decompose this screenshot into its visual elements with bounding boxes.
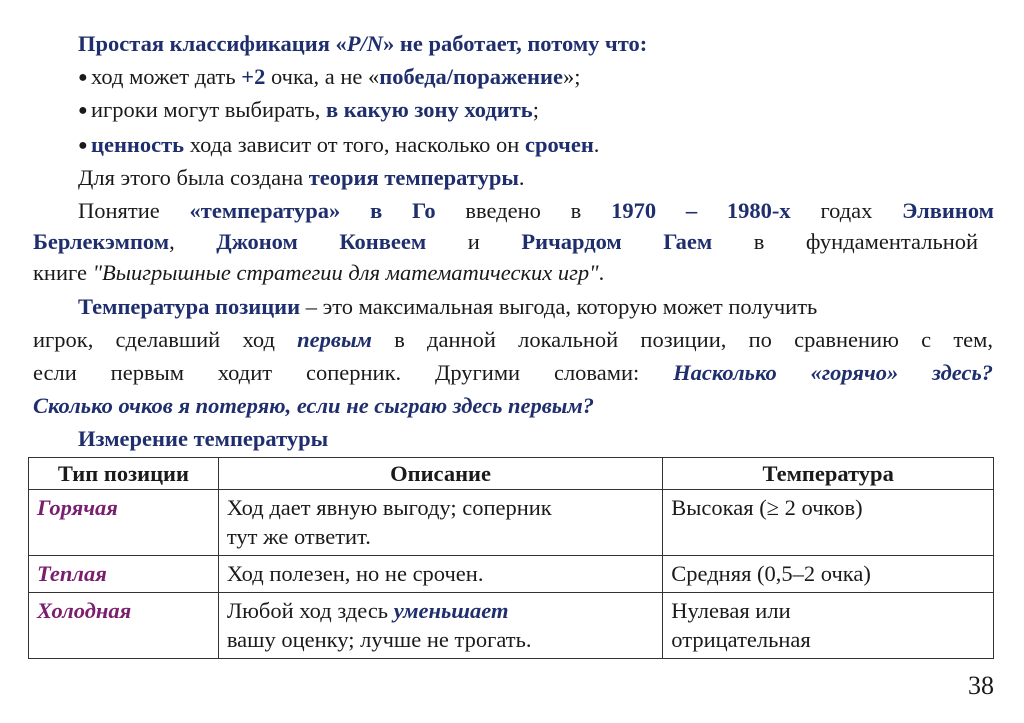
concept-2-text-c: в фундаментальной xyxy=(753,229,979,254)
definition-3-text: если первым ходит соперник. Другими словами: xyxy=(33,360,674,385)
bullet-1-bold-a: +2 xyxy=(241,64,266,89)
table-row xyxy=(29,490,994,556)
theory-line xyxy=(78,163,525,193)
concept-3-text-a: книге xyxy=(33,260,93,285)
bullet-3-bold-a: ценность xyxy=(91,132,185,157)
bullet-item-2 xyxy=(78,95,539,126)
temperature-table xyxy=(28,457,994,659)
heading-text-1: Простая классификация « xyxy=(78,31,347,56)
concept-3-text-b: . xyxy=(598,260,605,285)
desc-line-1: Ход дает явную выгоду; соперник xyxy=(226,495,552,520)
bullet-1-text-b: очка, а не « xyxy=(265,64,380,89)
definition-line-3 xyxy=(33,358,993,388)
theory-text-a: Для этого была создана xyxy=(78,165,309,190)
temp-line-2: отрицательная xyxy=(671,627,811,652)
concept-line-3 xyxy=(33,258,604,288)
heading xyxy=(78,29,647,59)
bullet-2-bold-a: в какую зону ходить xyxy=(326,97,533,122)
bullet-3-bold-b: срочен xyxy=(524,132,594,157)
desc-line-2: вашу оценку; лучше не трогать. xyxy=(226,627,532,652)
concept-1-bold-b: 1970 – 1980-х xyxy=(611,198,791,223)
row-temperature: Средняя (0,5–2 очка) xyxy=(663,556,994,593)
header-type: Тип позиции xyxy=(29,458,219,490)
concept-line-2 xyxy=(33,227,978,257)
concept-1-text-c: годах xyxy=(820,198,903,223)
table-row xyxy=(29,593,994,659)
definition-3-emph: Насколько «горячо» здесь? xyxy=(673,360,993,385)
row-type: Теплая xyxy=(29,556,219,593)
row-temperature: Высокая (≥ 2 очков) xyxy=(663,490,994,556)
concept-1-text-a: Понятие xyxy=(78,198,190,223)
row-type: Холодная xyxy=(29,593,219,659)
bullet-3-text-b: . xyxy=(593,132,600,157)
desc-line-1: Любой ход здесь xyxy=(226,598,394,623)
page-number: 38 xyxy=(968,671,994,700)
definition-2-text-b: в данной локальной позиции, по сравнению с тем, xyxy=(394,327,994,352)
table-title: Измерение температуры xyxy=(78,426,329,451)
concept-1-bold-c: Элвином xyxy=(902,198,994,223)
concept-1-bold-a: «температура» в Го xyxy=(189,198,436,223)
bullet-item-1 xyxy=(78,62,580,93)
desc-emph: уменьшает xyxy=(393,598,509,623)
header-temperature: Температура xyxy=(663,458,994,490)
definition-line-4 xyxy=(33,391,594,421)
definition-line-2 xyxy=(33,325,993,355)
definition-term: Температура позиции xyxy=(78,294,301,319)
theory-text-b: . xyxy=(518,165,525,190)
bullet-1-bold-b: победа/поражение xyxy=(379,64,563,89)
heading-pn: P/N xyxy=(346,31,384,56)
table-header-row xyxy=(29,458,994,490)
definition-line-1 xyxy=(78,292,817,322)
row-description: Ход полезен, но не срочен. xyxy=(218,556,662,593)
row-description xyxy=(218,593,662,659)
concept-2-text-b: и xyxy=(467,229,522,254)
row-description xyxy=(218,490,662,556)
row-type: Горячая xyxy=(29,490,219,556)
concept-1-text-b: введено в xyxy=(465,198,612,223)
header-description: Описание xyxy=(218,458,662,490)
bullet-2-text-a: игроки могут выбирать, xyxy=(91,97,327,122)
bullet-icon: ● xyxy=(78,102,88,119)
bullet-3-text-a: хода зависит от того, насколько он xyxy=(184,132,525,157)
bullet-icon: ● xyxy=(78,69,88,86)
concept-2-bold-b: Джоном Конвеем xyxy=(216,229,427,254)
definition-2-text-a: игрок, сделавший ход xyxy=(33,327,298,352)
definition-4-emph: Сколько очков я потеряю, если не сыграю здесь первым? xyxy=(33,393,595,418)
temp-line-1: Нулевая или xyxy=(671,598,791,623)
bullet-icon: ● xyxy=(78,137,88,154)
bullet-2-text-b: ; xyxy=(532,97,539,122)
theory-bold: теория температуры xyxy=(308,165,519,190)
heading-text-2: » не работает, потому что: xyxy=(383,31,648,56)
bullet-1-text-c: »; xyxy=(562,64,581,89)
book-title: "Выигрышные стратегии для математических игр" xyxy=(92,260,599,285)
desc-line-2: тут же ответит. xyxy=(226,524,371,549)
bullet-1-text-a: ход может дать xyxy=(91,64,242,89)
row-temperature xyxy=(663,593,994,659)
concept-2-text-a: , xyxy=(169,229,217,254)
bullet-item-3 xyxy=(78,130,599,161)
table-row xyxy=(29,556,994,593)
definition-1-text: – это максимальная выгода, которую может получить xyxy=(300,294,818,319)
definition-2-emph: первым xyxy=(297,327,372,352)
concept-2-bold-c: Ричардом Гаем xyxy=(521,229,713,254)
concept-line-1 xyxy=(78,196,994,226)
concept-2-bold-a: Берлекэмпом xyxy=(33,229,170,254)
